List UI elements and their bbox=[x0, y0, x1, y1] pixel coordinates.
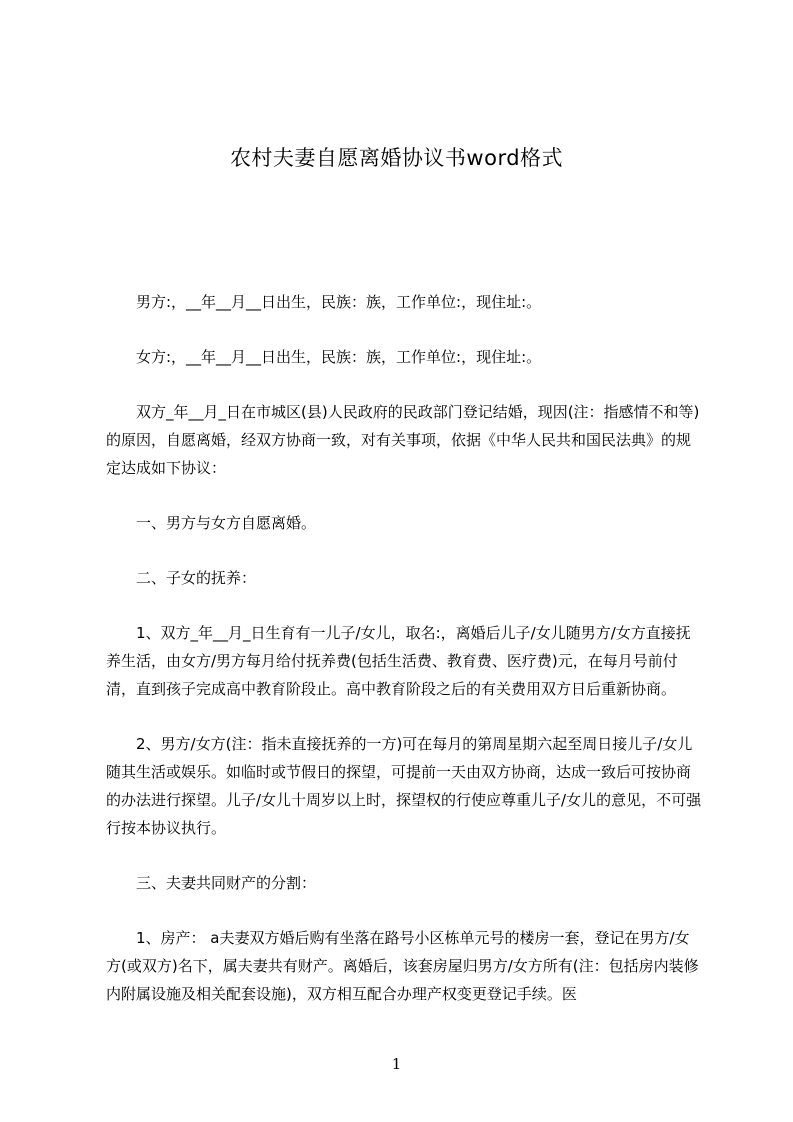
paragraph-children-custody: 1、双方_年__月_日生育有一儿子/女儿，取名:，离婚后儿子/女儿随男方/女方直接抚养生活，由女方/男方每月给付抚养费(包括生活费、教育费、医疗费)元，在每月号前付清，直到孩子完成高中教育阶段止。高中教育阶段之后的有关费用双方日后重新协商。 bbox=[106, 624, 691, 698]
paragraph-marriage-background: 双方_年__月_日在市城区(县)人民政府的民政部门登记结婚，现因(注：指感情不和等)的原因，自愿离婚，经双方协商一致，对有关事项，依据《中华人民共和国民法典》的规定达成如下协议： bbox=[106, 403, 700, 477]
paragraph-clause-property-heading: 三、夫妻共同财产的分割： bbox=[136, 874, 317, 892]
paragraph-children-visitation: 2、男方/女方(注：指未直接抚养的一方)可在每月的第周星期六起至周日接儿子/女儿随其生活或娱乐。如临时或节假日的探望，可提前一天由双方协商，达成一致后可按协商的办法进行探望。儿子/女儿十周岁以上时，探望权的行使应尊重儿子/女儿的意见，不可强行按本协议执行。 bbox=[106, 735, 702, 837]
paragraph-female-party: 女方:，__年__月__日出生，民族：族，工作单位:，现住址:。 bbox=[136, 348, 542, 366]
paragraph-clause-divorce: 一、男方与女方自愿离婚。 bbox=[136, 514, 317, 532]
document-title: 农村夫妻自愿离婚协议书word格式 bbox=[229, 146, 564, 170]
paragraph-property-house: 1、房产： a夫妻双方婚后购有坐落在路号小区栋单元号的楼房一套，登记在男方/女方(或双方)名下，属夫妻共有财产。离婚后，该套房屋归男方/女方所有(注：包括房内装修内附属设施及相关配套设施)，双方相互配合办理产权变更登记手续。医 bbox=[106, 929, 699, 1003]
paragraph-male-party: 男方:，__年__月__日出生，民族：族，工作单位:，现住址:。 bbox=[136, 293, 542, 311]
paragraph-clause-children-heading: 二、子女的抚养： bbox=[136, 569, 257, 587]
document-body bbox=[106, 288, 702, 1008]
page-number: 1 bbox=[391, 1055, 402, 1073]
